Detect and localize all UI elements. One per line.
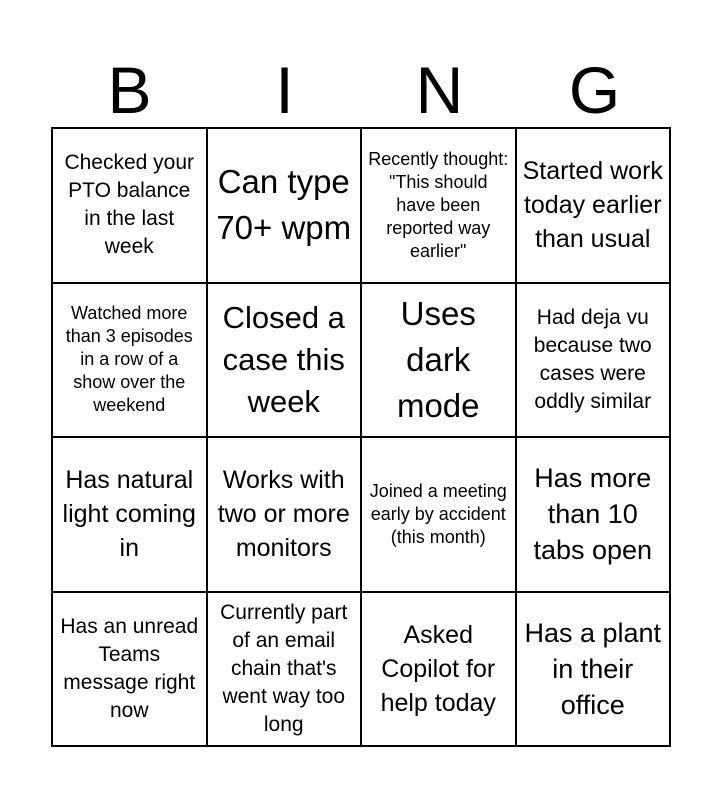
bingo-cell[interactable] bbox=[53, 593, 208, 748]
bingo-cell[interactable] bbox=[362, 593, 517, 748]
cell-text: Joined a meeting early by accident (this month) bbox=[369, 480, 507, 547]
cell-text: Watched more than 3 episodes in a row of a show over the weekend bbox=[65, 303, 193, 416]
cell-text: Closed a case this week bbox=[222, 299, 345, 419]
cell-text: Currently part of an email chain that's went way too long bbox=[220, 600, 348, 736]
bingo-cell[interactable] bbox=[208, 129, 363, 284]
bingo-cell[interactable] bbox=[362, 129, 517, 284]
cell-text: Has more than 10 tabs open bbox=[533, 463, 653, 566]
bingo-cell[interactable] bbox=[517, 593, 672, 748]
bingo-cell[interactable] bbox=[517, 438, 672, 593]
bingo-cell[interactable] bbox=[208, 438, 363, 593]
bingo-cell[interactable] bbox=[53, 438, 208, 593]
bingo-cell[interactable] bbox=[517, 284, 672, 439]
header-letter-b: B bbox=[107, 53, 152, 127]
cell-text: Recently thought: "This should have been reported way earlier" bbox=[368, 148, 509, 261]
header-letter-i: I bbox=[275, 53, 294, 127]
cell-text: Has natural light coming in bbox=[62, 466, 196, 563]
cell-text: Asked Copilot for help today bbox=[380, 620, 496, 717]
cell-text: Has a plant in their office bbox=[524, 617, 662, 720]
cell-text: Has an unread Teams message right now bbox=[60, 614, 199, 722]
header-letter-g: G bbox=[568, 53, 621, 127]
bingo-cell[interactable] bbox=[517, 129, 672, 284]
cell-text: Checked your PTO balance in the last week bbox=[64, 151, 195, 259]
bingo-cell[interactable] bbox=[53, 284, 208, 439]
cell-text: Uses dark mode bbox=[396, 294, 480, 424]
cell-text: Works with two or more monitors bbox=[217, 466, 350, 563]
bingo-cell[interactable] bbox=[362, 284, 517, 439]
bingo-cell[interactable] bbox=[208, 284, 363, 439]
cell-text: Had deja vu because two cases were oddly similar bbox=[533, 305, 652, 413]
bingo-cell[interactable] bbox=[362, 438, 517, 593]
bingo-header bbox=[52, 52, 672, 128]
header-letter-n: N bbox=[415, 53, 464, 127]
bingo-cell[interactable] bbox=[208, 593, 363, 748]
bingo-card-grid bbox=[51, 127, 671, 747]
cell-text: Can type 70+ wpm bbox=[216, 163, 352, 247]
bingo-cell[interactable] bbox=[53, 129, 208, 284]
cell-text: Started work today earlier than usual bbox=[522, 157, 663, 254]
